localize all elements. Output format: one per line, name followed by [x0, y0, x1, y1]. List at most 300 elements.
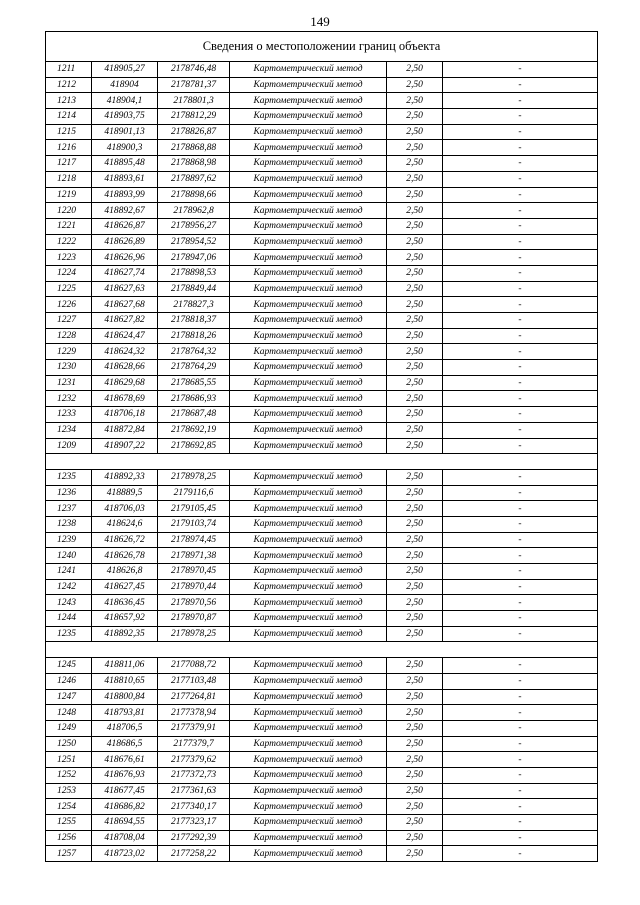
x-coordinate-cell: 418626,72 — [92, 532, 158, 548]
description-cell: - — [443, 407, 598, 423]
x-coordinate-cell: 418904 — [92, 77, 158, 93]
table-row — [46, 830, 598, 846]
accuracy-cell: 2,50 — [387, 328, 443, 344]
accuracy-cell: 2,50 — [387, 485, 443, 501]
x-coordinate-cell: 418895,48 — [92, 156, 158, 172]
method-cell: Картометрический метод — [230, 485, 387, 501]
description-cell: - — [443, 595, 598, 611]
y-coordinate-cell: 2178978,25 — [158, 469, 230, 485]
method-cell: Картометрический метод — [230, 736, 387, 752]
x-coordinate-cell: 418892,33 — [92, 469, 158, 485]
table-row — [46, 360, 598, 376]
y-coordinate-cell: 2178898,66 — [158, 187, 230, 203]
description-cell: - — [443, 548, 598, 564]
y-coordinate-cell: 2178764,32 — [158, 344, 230, 360]
method-cell: Картометрический метод — [230, 767, 387, 783]
method-cell: Картометрический метод — [230, 830, 387, 846]
table-row — [46, 564, 598, 580]
point-number-cell: 1251 — [46, 752, 92, 768]
method-cell: Картометрический метод — [230, 626, 387, 642]
point-number-cell: 1222 — [46, 234, 92, 250]
description-cell: - — [443, 767, 598, 783]
table-row — [46, 720, 598, 736]
x-coordinate-cell: 418706,18 — [92, 407, 158, 423]
table-row — [46, 846, 598, 862]
point-number-cell: 1231 — [46, 375, 92, 391]
accuracy-cell: 2,50 — [387, 438, 443, 454]
point-number-cell: 1223 — [46, 250, 92, 266]
accuracy-cell: 2,50 — [387, 767, 443, 783]
method-cell: Картометрический метод — [230, 360, 387, 376]
method-cell: Картометрический метод — [230, 611, 387, 627]
accuracy-cell: 2,50 — [387, 218, 443, 234]
y-coordinate-cell: 2178897,62 — [158, 171, 230, 187]
y-coordinate-cell: 2177103,48 — [158, 673, 230, 689]
description-cell: - — [443, 501, 598, 517]
y-coordinate-cell: 2178970,45 — [158, 564, 230, 580]
table-row — [46, 250, 598, 266]
point-number-cell: 1240 — [46, 548, 92, 564]
table-row — [46, 736, 598, 752]
point-number-cell: 1237 — [46, 501, 92, 517]
x-coordinate-cell: 418626,96 — [92, 250, 158, 266]
y-coordinate-cell: 2178781,37 — [158, 77, 230, 93]
point-number-cell: 1218 — [46, 171, 92, 187]
table-row — [46, 815, 598, 831]
accuracy-cell: 2,50 — [387, 846, 443, 862]
method-cell: Картометрический метод — [230, 77, 387, 93]
accuracy-cell: 2,50 — [387, 156, 443, 172]
y-coordinate-cell: 2178970,87 — [158, 611, 230, 627]
accuracy-cell: 2,50 — [387, 109, 443, 125]
table-row — [46, 297, 598, 313]
y-coordinate-cell: 2178868,98 — [158, 156, 230, 172]
accuracy-cell: 2,50 — [387, 62, 443, 78]
accuracy-cell: 2,50 — [387, 736, 443, 752]
description-cell: - — [443, 391, 598, 407]
method-cell: Картометрический метод — [230, 297, 387, 313]
table-row — [46, 344, 598, 360]
y-coordinate-cell: 2177258,22 — [158, 846, 230, 862]
y-coordinate-cell: 2178746,48 — [158, 62, 230, 78]
method-cell: Картометрический метод — [230, 438, 387, 454]
y-coordinate-cell: 2179116,6 — [158, 485, 230, 501]
x-coordinate-cell: 418676,93 — [92, 767, 158, 783]
method-cell: Картометрический метод — [230, 218, 387, 234]
x-coordinate-cell: 418793,81 — [92, 705, 158, 721]
description-cell: - — [443, 234, 598, 250]
table-row — [46, 187, 598, 203]
method-cell: Картометрический метод — [230, 156, 387, 172]
point-number-cell: 1247 — [46, 689, 92, 705]
description-cell: - — [443, 344, 598, 360]
table-row — [46, 783, 598, 799]
method-cell: Картометрический метод — [230, 799, 387, 815]
accuracy-cell: 2,50 — [387, 391, 443, 407]
method-cell: Картометрический метод — [230, 187, 387, 203]
point-number-cell: 1211 — [46, 62, 92, 78]
point-number-cell: 1250 — [46, 736, 92, 752]
method-cell: Картометрический метод — [230, 720, 387, 736]
y-coordinate-cell: 2177379,91 — [158, 720, 230, 736]
table-row — [46, 422, 598, 438]
method-cell: Картометрический метод — [230, 658, 387, 674]
y-coordinate-cell: 2178947,06 — [158, 250, 230, 266]
method-cell: Картометрический метод — [230, 203, 387, 219]
point-number-cell: 1255 — [46, 815, 92, 831]
table-row — [46, 265, 598, 281]
point-number-cell: 1256 — [46, 830, 92, 846]
x-coordinate-cell: 418686,82 — [92, 799, 158, 815]
description-cell: - — [443, 109, 598, 125]
method-cell: Картометрический метод — [230, 846, 387, 862]
accuracy-cell: 2,50 — [387, 124, 443, 140]
description-cell: - — [443, 846, 598, 862]
x-coordinate-cell: 418624,47 — [92, 328, 158, 344]
method-cell: Картометрический метод — [230, 689, 387, 705]
y-coordinate-cell: 2177264,81 — [158, 689, 230, 705]
table-row — [46, 124, 598, 140]
table-row — [46, 93, 598, 109]
method-cell: Картометрический метод — [230, 469, 387, 485]
accuracy-cell: 2,50 — [387, 611, 443, 627]
description-cell: - — [443, 328, 598, 344]
point-number-cell: 1244 — [46, 611, 92, 627]
table-row — [46, 579, 598, 595]
table-row — [46, 767, 598, 783]
description-cell: - — [443, 62, 598, 78]
accuracy-cell: 2,50 — [387, 673, 443, 689]
description-cell: - — [443, 830, 598, 846]
y-coordinate-cell: 2178826,87 — [158, 124, 230, 140]
x-coordinate-cell: 418694,55 — [92, 815, 158, 831]
method-cell: Картометрический метод — [230, 171, 387, 187]
x-coordinate-cell: 418706,5 — [92, 720, 158, 736]
point-number-cell: 1219 — [46, 187, 92, 203]
accuracy-cell: 2,50 — [387, 203, 443, 219]
point-number-cell: 1225 — [46, 281, 92, 297]
description-cell: - — [443, 516, 598, 532]
point-number-cell: 1243 — [46, 595, 92, 611]
y-coordinate-cell: 2177323,17 — [158, 815, 230, 831]
accuracy-cell: 2,50 — [387, 187, 443, 203]
point-number-cell: 1212 — [46, 77, 92, 93]
y-coordinate-cell: 2177378,94 — [158, 705, 230, 721]
method-cell: Картометрический метод — [230, 705, 387, 721]
method-cell: Картометрический метод — [230, 375, 387, 391]
table-row — [46, 171, 598, 187]
point-number-cell: 1233 — [46, 407, 92, 423]
x-coordinate-cell: 418677,45 — [92, 783, 158, 799]
accuracy-cell: 2,50 — [387, 407, 443, 423]
point-number-cell: 1235 — [46, 469, 92, 485]
point-number-cell: 1232 — [46, 391, 92, 407]
point-number-cell: 1228 — [46, 328, 92, 344]
y-coordinate-cell: 2179103,74 — [158, 516, 230, 532]
description-cell: - — [443, 203, 598, 219]
x-coordinate-cell: 418628,66 — [92, 360, 158, 376]
point-number-cell: 1217 — [46, 156, 92, 172]
accuracy-cell: 2,50 — [387, 783, 443, 799]
y-coordinate-cell: 2178685,55 — [158, 375, 230, 391]
description-cell: - — [443, 705, 598, 721]
description-cell: - — [443, 815, 598, 831]
y-coordinate-cell: 2178692,19 — [158, 422, 230, 438]
x-coordinate-cell: 418626,89 — [92, 234, 158, 250]
accuracy-cell: 2,50 — [387, 532, 443, 548]
table-row — [46, 140, 598, 156]
description-cell: - — [443, 485, 598, 501]
description-cell: - — [443, 579, 598, 595]
x-coordinate-cell: 418900,3 — [92, 140, 158, 156]
point-number-cell: 1229 — [46, 344, 92, 360]
description-cell: - — [443, 673, 598, 689]
description-cell: - — [443, 140, 598, 156]
method-cell: Картометрический метод — [230, 673, 387, 689]
table-row — [46, 375, 598, 391]
method-cell: Картометрический метод — [230, 579, 387, 595]
x-coordinate-cell: 418907,22 — [92, 438, 158, 454]
x-coordinate-cell: 418892,67 — [92, 203, 158, 219]
table-row — [46, 626, 598, 642]
x-coordinate-cell: 418627,82 — [92, 313, 158, 329]
method-cell: Картометрический метод — [230, 595, 387, 611]
point-number-cell: 1238 — [46, 516, 92, 532]
point-number-cell: 1216 — [46, 140, 92, 156]
method-cell: Картометрический метод — [230, 313, 387, 329]
description-cell: - — [443, 422, 598, 438]
method-cell: Картометрический метод — [230, 391, 387, 407]
description-cell: - — [443, 281, 598, 297]
x-coordinate-cell: 418872,84 — [92, 422, 158, 438]
description-cell: - — [443, 564, 598, 580]
table-row — [46, 516, 598, 532]
method-cell: Картометрический метод — [230, 265, 387, 281]
method-cell: Картометрический метод — [230, 407, 387, 423]
y-coordinate-cell: 2178978,25 — [158, 626, 230, 642]
table-row — [46, 218, 598, 234]
section-separator-row — [46, 454, 598, 470]
point-number-cell: 1213 — [46, 93, 92, 109]
accuracy-cell: 2,50 — [387, 93, 443, 109]
description-cell: - — [443, 438, 598, 454]
separator-cell — [46, 454, 598, 470]
description-cell: - — [443, 187, 598, 203]
point-number-cell: 1248 — [46, 705, 92, 721]
accuracy-cell: 2,50 — [387, 297, 443, 313]
x-coordinate-cell: 418624,32 — [92, 344, 158, 360]
table-row — [46, 611, 598, 627]
point-number-cell: 1241 — [46, 564, 92, 580]
accuracy-cell: 2,50 — [387, 705, 443, 721]
point-number-cell: 1220 — [46, 203, 92, 219]
table-row — [46, 281, 598, 297]
x-coordinate-cell: 418893,61 — [92, 171, 158, 187]
table-body — [46, 32, 598, 862]
description-cell: - — [443, 736, 598, 752]
method-cell: Картометрический метод — [230, 93, 387, 109]
table-row — [46, 673, 598, 689]
x-coordinate-cell: 418889,5 — [92, 485, 158, 501]
method-cell: Картометрический метод — [230, 422, 387, 438]
x-coordinate-cell: 418810,65 — [92, 673, 158, 689]
point-number-cell: 1249 — [46, 720, 92, 736]
description-cell: - — [443, 171, 598, 187]
y-coordinate-cell: 2178818,37 — [158, 313, 230, 329]
method-cell: Картометрический метод — [230, 109, 387, 125]
point-number-cell: 1253 — [46, 783, 92, 799]
y-coordinate-cell: 2178686,93 — [158, 391, 230, 407]
accuracy-cell: 2,50 — [387, 281, 443, 297]
description-cell: - — [443, 626, 598, 642]
description-cell: - — [443, 218, 598, 234]
accuracy-cell: 2,50 — [387, 375, 443, 391]
method-cell: Картометрический метод — [230, 548, 387, 564]
y-coordinate-cell: 2178962,8 — [158, 203, 230, 219]
x-coordinate-cell: 418905,27 — [92, 62, 158, 78]
method-cell: Картометрический метод — [230, 815, 387, 831]
y-coordinate-cell: 2178849,44 — [158, 281, 230, 297]
description-cell: - — [443, 689, 598, 705]
method-cell: Картометрический метод — [230, 783, 387, 799]
description-cell: - — [443, 783, 598, 799]
method-cell: Картометрический метод — [230, 234, 387, 250]
x-coordinate-cell: 418627,74 — [92, 265, 158, 281]
separator-cell — [46, 642, 598, 658]
description-cell: - — [443, 375, 598, 391]
table-row — [46, 799, 598, 815]
point-number-cell: 1246 — [46, 673, 92, 689]
point-number-cell: 1252 — [46, 767, 92, 783]
method-cell: Картометрический метод — [230, 124, 387, 140]
accuracy-cell: 2,50 — [387, 626, 443, 642]
point-number-cell: 1230 — [46, 360, 92, 376]
accuracy-cell: 2,50 — [387, 313, 443, 329]
accuracy-cell: 2,50 — [387, 579, 443, 595]
page-number: 149 — [310, 14, 330, 29]
point-number-cell: 1226 — [46, 297, 92, 313]
description-cell: - — [443, 752, 598, 768]
y-coordinate-cell: 2178868,88 — [158, 140, 230, 156]
table-row — [46, 203, 598, 219]
point-number-cell: 1234 — [46, 422, 92, 438]
description-cell: - — [443, 250, 598, 266]
x-coordinate-cell: 418627,63 — [92, 281, 158, 297]
table-header-row — [46, 32, 598, 62]
accuracy-cell: 2,50 — [387, 250, 443, 266]
y-coordinate-cell: 2177292,39 — [158, 830, 230, 846]
y-coordinate-cell: 2178974,45 — [158, 532, 230, 548]
table-row — [46, 501, 598, 517]
table-row — [46, 469, 598, 485]
table-row — [46, 752, 598, 768]
table-row — [46, 77, 598, 93]
y-coordinate-cell: 2178687,48 — [158, 407, 230, 423]
table-row — [46, 595, 598, 611]
x-coordinate-cell: 418636,45 — [92, 595, 158, 611]
method-cell: Картометрический метод — [230, 752, 387, 768]
table-row — [46, 658, 598, 674]
accuracy-cell: 2,50 — [387, 516, 443, 532]
description-cell: - — [443, 297, 598, 313]
x-coordinate-cell: 418904,1 — [92, 93, 158, 109]
x-coordinate-cell: 418626,87 — [92, 218, 158, 234]
section-separator-row — [46, 642, 598, 658]
table-row — [46, 548, 598, 564]
x-coordinate-cell: 418708,04 — [92, 830, 158, 846]
point-number-cell: 1227 — [46, 313, 92, 329]
description-cell: - — [443, 658, 598, 674]
y-coordinate-cell: 2178764,29 — [158, 360, 230, 376]
accuracy-cell: 2,50 — [387, 595, 443, 611]
accuracy-cell: 2,50 — [387, 752, 443, 768]
y-coordinate-cell: 2178954,52 — [158, 234, 230, 250]
y-coordinate-cell: 2178898,53 — [158, 265, 230, 281]
accuracy-cell: 2,50 — [387, 234, 443, 250]
y-coordinate-cell: 2178971,38 — [158, 548, 230, 564]
x-coordinate-cell: 418657,92 — [92, 611, 158, 627]
point-number-cell: 1245 — [46, 658, 92, 674]
point-number-cell: 1242 — [46, 579, 92, 595]
x-coordinate-cell: 418903,75 — [92, 109, 158, 125]
accuracy-cell: 2,50 — [387, 501, 443, 517]
point-number-cell: 1236 — [46, 485, 92, 501]
y-coordinate-cell: 2177088,72 — [158, 658, 230, 674]
method-cell: Картометрический метод — [230, 532, 387, 548]
table-row — [46, 62, 598, 78]
method-cell: Картометрический метод — [230, 344, 387, 360]
table-title: Сведения о местоположении границ объекта — [46, 32, 598, 62]
y-coordinate-cell: 2177372,73 — [158, 767, 230, 783]
x-coordinate-cell: 418800,84 — [92, 689, 158, 705]
accuracy-cell: 2,50 — [387, 469, 443, 485]
x-coordinate-cell: 418629,68 — [92, 375, 158, 391]
x-coordinate-cell: 418893,99 — [92, 187, 158, 203]
description-cell: - — [443, 611, 598, 627]
method-cell: Картометрический метод — [230, 501, 387, 517]
x-coordinate-cell: 418901,13 — [92, 124, 158, 140]
description-cell: - — [443, 799, 598, 815]
point-number-cell: 1224 — [46, 265, 92, 281]
y-coordinate-cell: 2177361,63 — [158, 783, 230, 799]
table-row — [46, 689, 598, 705]
table-row — [46, 156, 598, 172]
accuracy-cell: 2,50 — [387, 77, 443, 93]
accuracy-cell: 2,50 — [387, 720, 443, 736]
table-row — [46, 234, 598, 250]
description-cell: - — [443, 93, 598, 109]
y-coordinate-cell: 2178956,27 — [158, 218, 230, 234]
point-number-cell: 1257 — [46, 846, 92, 862]
accuracy-cell: 2,50 — [387, 799, 443, 815]
y-coordinate-cell: 2178801,3 — [158, 93, 230, 109]
accuracy-cell: 2,50 — [387, 140, 443, 156]
table-row — [46, 109, 598, 125]
table-row — [46, 485, 598, 501]
accuracy-cell: 2,50 — [387, 265, 443, 281]
table-row — [46, 328, 598, 344]
y-coordinate-cell: 2178970,56 — [158, 595, 230, 611]
boundary-coordinates-table — [45, 31, 598, 862]
method-cell: Картометрический метод — [230, 328, 387, 344]
description-cell: - — [443, 360, 598, 376]
method-cell: Картометрический метод — [230, 62, 387, 78]
method-cell: Картометрический метод — [230, 250, 387, 266]
table-row — [46, 391, 598, 407]
accuracy-cell: 2,50 — [387, 171, 443, 187]
table-row — [46, 438, 598, 454]
method-cell: Картометрический метод — [230, 281, 387, 297]
